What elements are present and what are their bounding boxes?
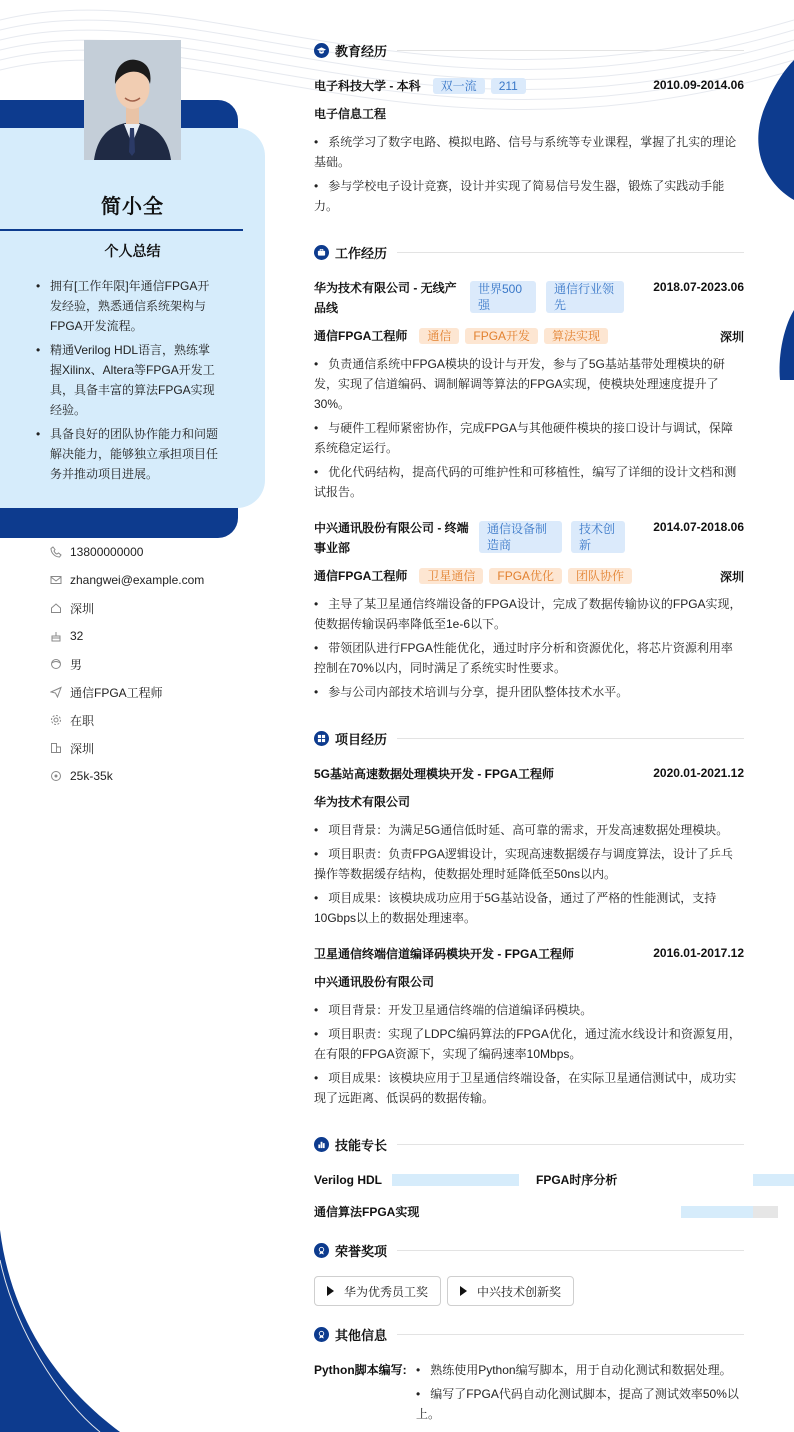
skill-name: 通信算法FPGA实现 bbox=[314, 1205, 420, 1219]
section-title: 荣誉奖项 bbox=[335, 1243, 388, 1259]
section-title: 工作经历 bbox=[335, 245, 388, 261]
summary-list bbox=[50, 276, 220, 488]
skill-bar bbox=[681, 1206, 778, 1218]
status-icon bbox=[50, 714, 62, 726]
avatar bbox=[84, 40, 181, 160]
person-name: 简小全 bbox=[101, 196, 164, 218]
contact-value: 在职 bbox=[70, 713, 95, 728]
education-bullet: • 系统学习了数字电路、模拟电路、信号与系统等专业课程，掌握了扎实的理论基础。 bbox=[314, 132, 744, 172]
award-chip bbox=[447, 1276, 574, 1306]
section-divider bbox=[397, 252, 744, 253]
bottom-left-decoration bbox=[0, 1230, 160, 1432]
contact-value: 深圳 bbox=[70, 741, 95, 756]
section-honors-header bbox=[314, 1240, 744, 1260]
company-tag-line: 世界500 bbox=[478, 282, 523, 296]
skill-name: Verilog HDL bbox=[314, 1173, 383, 1187]
skill-tag: FPGA开发 bbox=[465, 328, 538, 344]
skill-bar bbox=[753, 1174, 794, 1186]
section-projects-header bbox=[314, 728, 744, 748]
bar-chart-icon bbox=[314, 1137, 329, 1152]
school-tag: 211 bbox=[491, 78, 526, 94]
contact-city bbox=[50, 594, 204, 622]
contact-value: 深圳 bbox=[70, 601, 95, 616]
company-tag bbox=[479, 521, 562, 553]
skill-tag: 团队协作 bbox=[568, 568, 632, 584]
company-name-line: 事业部 bbox=[314, 541, 351, 555]
award-icon bbox=[314, 1243, 329, 1258]
job-date: 2014.07-2018.06 bbox=[653, 520, 744, 534]
skill-bar-fill bbox=[681, 1206, 754, 1218]
company-name-line: 品线 bbox=[314, 301, 339, 315]
other-label: Python脚本编写: bbox=[314, 1363, 407, 1377]
award-label: 中兴技术创新奖 bbox=[477, 1284, 562, 1299]
job-city: 深圳 bbox=[719, 330, 744, 344]
project-bullet: • 项目职责：负责FPGA逻辑设计，实现高速数据缓存与调度算法，设计了乒乓操作等数据缓存结构，使数据处理时延降低至50ns以内。 bbox=[314, 844, 744, 884]
job-role-row bbox=[314, 566, 744, 586]
company-tag-line: 造商 bbox=[487, 538, 512, 552]
play-icon bbox=[460, 1286, 467, 1296]
other-bullet: • 熟练使用Python编写脚本，用于自动化测试和数据处理。 bbox=[416, 1360, 744, 1380]
other-bullet: • 编写了FPGA代码自动化测试脚本，提高了测试效率50%以上。 bbox=[416, 1384, 744, 1424]
project-bullet: • 项目成果：该模块成功应用于5G基站设备，通过了严格的性能测试，支持10Gbps以上的数据处理速率。 bbox=[314, 888, 744, 928]
project-company: 华为技术有限公司 bbox=[314, 795, 411, 809]
award-label: 华为优秀员工奖 bbox=[344, 1284, 429, 1299]
skill-tag: FPGA优化 bbox=[489, 568, 562, 584]
section-work-header bbox=[314, 242, 744, 262]
summary-item-text: 具备良好的团队协作能力和问题解决能力，能够独立承担项目任务并推动项目进展。 bbox=[50, 427, 219, 481]
send-icon bbox=[50, 686, 62, 698]
skill-bar-fill bbox=[753, 1174, 794, 1186]
company-name bbox=[314, 518, 474, 558]
skill-tag: 卫星通信 bbox=[419, 568, 483, 584]
job-bullet: • 优化代码结构，提高代码的可维护性和可移植性，编写了详细的设计文档和测试报告。 bbox=[314, 462, 744, 502]
summary-item-text: 拥有[工作年限]年通信FPGA开发经验，熟悉通信系统架构与FPGA开发流程。 bbox=[50, 279, 210, 333]
contact-position bbox=[50, 678, 204, 706]
grid-icon bbox=[314, 731, 329, 746]
company-tag-line: 技术创 bbox=[579, 522, 616, 536]
project-name: 卫星通信终端信道编译码模块开发 - FPGA工程师 bbox=[314, 947, 574, 961]
section-skills-header bbox=[314, 1134, 744, 1154]
job-date: 2018.07-2023.06 bbox=[653, 280, 744, 294]
contact-salary bbox=[50, 762, 204, 790]
salary-icon bbox=[50, 770, 62, 782]
contact-location bbox=[50, 734, 204, 762]
skill-tag: 算法实现 bbox=[544, 328, 608, 344]
project-company: 中兴通讯股份有限公司 bbox=[314, 975, 435, 989]
phone-icon bbox=[50, 546, 62, 558]
section-other-header bbox=[314, 1324, 744, 1344]
contact-value: zhangwei@example.com bbox=[70, 573, 205, 587]
major: 电子信息工程 bbox=[314, 107, 387, 121]
contact-value: 通信FPGA工程师 bbox=[70, 685, 163, 700]
company-tag-line: 通信行业领 bbox=[554, 282, 615, 296]
company-tag-line: 通信设备制 bbox=[487, 522, 548, 536]
summary-title: 个人总结 bbox=[104, 243, 161, 259]
building-icon bbox=[50, 742, 62, 754]
job-bullet: • 主导了某卫星通信终端设备的FPGA设计，完成了数据传输协议的FPGA实现，使数据传输误码率降低至1e-6以下。 bbox=[314, 594, 744, 634]
contact-email bbox=[50, 566, 204, 594]
award-chip bbox=[314, 1276, 441, 1306]
gender-icon bbox=[50, 658, 62, 670]
company-name-line: 中兴通讯股份有限公司 - 终端 bbox=[314, 521, 469, 535]
company-name-line: 华为技术有限公司 - 无线产 bbox=[314, 281, 457, 295]
contact-value: 13800000000 bbox=[70, 545, 144, 559]
contact-status bbox=[50, 706, 204, 734]
job-role: 通信FPGA工程师 bbox=[314, 329, 408, 343]
section-title: 技能专长 bbox=[335, 1137, 388, 1153]
graduation-cap-icon bbox=[314, 43, 329, 58]
job-role: 通信FPGA工程师 bbox=[314, 569, 408, 583]
contact-value: 25k-35k bbox=[70, 769, 113, 783]
project-name: 5G基站高速数据处理模块开发 - FPGA工程师 bbox=[314, 767, 555, 781]
education-bullet: • 参与学校电子设计竞赛，设计并实现了简易信号发生器，锻炼了实践动手能力。 bbox=[314, 176, 744, 216]
section-title: 教育经历 bbox=[335, 43, 388, 59]
section-divider bbox=[397, 738, 744, 739]
project-date: 2020.01-2021.12 bbox=[653, 766, 744, 780]
company-tag bbox=[546, 281, 624, 313]
job-bullet: • 与硬件工程师紧密协作，完成FPGA与其他硬件模块的接口设计与调试，保障系统稳定运行。 bbox=[314, 418, 744, 458]
section-divider bbox=[397, 50, 744, 51]
section-education-header bbox=[314, 40, 744, 60]
contact-value: 男 bbox=[70, 657, 83, 672]
contact-list bbox=[50, 538, 204, 790]
mail-icon bbox=[50, 574, 62, 586]
skill-bar-fill bbox=[392, 1174, 519, 1186]
summary-item bbox=[50, 340, 220, 420]
project-bullet: • 项目背景：开发卫星通信终端的信道编译码模块。 bbox=[314, 1000, 744, 1020]
briefcase-icon bbox=[314, 245, 329, 260]
contact-value: 32 bbox=[70, 629, 84, 643]
award-icon bbox=[314, 1327, 329, 1342]
company-tag-line: 先 bbox=[554, 298, 567, 312]
project-bullet: • 项目成果：该模块应用于卫星通信终端设备，在实际卫星通信测试中，成功实现了远距离、低误码的数据传输。 bbox=[314, 1068, 744, 1108]
project-bullet: • 项目职责：实现了LDPC编码算法的FPGA优化，通过流水线设计和资源复用，在有限的FPGA资源下，实现了编码速率10Mbps。 bbox=[314, 1024, 744, 1064]
education-date: 2010.09-2014.06 bbox=[653, 78, 744, 92]
section-divider bbox=[397, 1250, 744, 1251]
age-icon bbox=[50, 630, 62, 642]
project-bullet: • 项目背景：为满足5G通信低时延、高可靠的需求，开发高速数据处理模块。 bbox=[314, 820, 744, 840]
skill-bar bbox=[392, 1174, 519, 1186]
contact-phone bbox=[50, 538, 204, 566]
summary-item bbox=[50, 276, 220, 336]
job-city: 深圳 bbox=[719, 570, 744, 584]
skill-tag: 通信 bbox=[419, 328, 459, 344]
job-bullet: • 负责通信系统中FPGA模块的设计与开发，参与了5G基站基带处理模块的研发，实现了信道编码、调制解调等算法的FPGA实现，使模块处理速度提升了30%。 bbox=[314, 354, 744, 414]
company-tag bbox=[470, 281, 536, 313]
school-tag: 双一流 bbox=[433, 78, 485, 94]
job-bullet: • 带领团队进行FPGA性能优化，通过时序分析和资源优化，将芯片资源利用率控制在70%以内，同时满足了系统实时性要求。 bbox=[314, 638, 744, 678]
name-divider bbox=[0, 229, 243, 231]
job-bullet: • 参与公司内部技术培训与分享，提升团队整体技术水平。 bbox=[314, 682, 744, 702]
job-role-row bbox=[314, 326, 744, 346]
play-icon bbox=[327, 1286, 334, 1296]
company-name bbox=[314, 278, 464, 318]
section-divider bbox=[397, 1334, 744, 1335]
skill-name: FPGA时序分析 bbox=[536, 1173, 618, 1187]
company-tag-line: 强 bbox=[478, 298, 491, 312]
company-tag bbox=[571, 521, 625, 553]
home-icon bbox=[50, 602, 62, 614]
project-date: 2016.01-2017.12 bbox=[653, 946, 744, 960]
contact-gender bbox=[50, 650, 204, 678]
contact-age bbox=[50, 622, 204, 650]
company-tag-line: 新 bbox=[579, 538, 592, 552]
section-divider bbox=[397, 1144, 744, 1145]
summary-item-text: 精通Verilog HDL语言，熟练掌握Xilinx、Altera等FPGA开发工具，具备丰富的算法FPGA实现经验。 bbox=[50, 343, 215, 417]
summary-item bbox=[50, 424, 220, 484]
section-title: 项目经历 bbox=[335, 731, 388, 747]
school-name: 电子科技大学 - 本科 bbox=[314, 79, 421, 93]
section-title: 其他信息 bbox=[335, 1327, 388, 1343]
